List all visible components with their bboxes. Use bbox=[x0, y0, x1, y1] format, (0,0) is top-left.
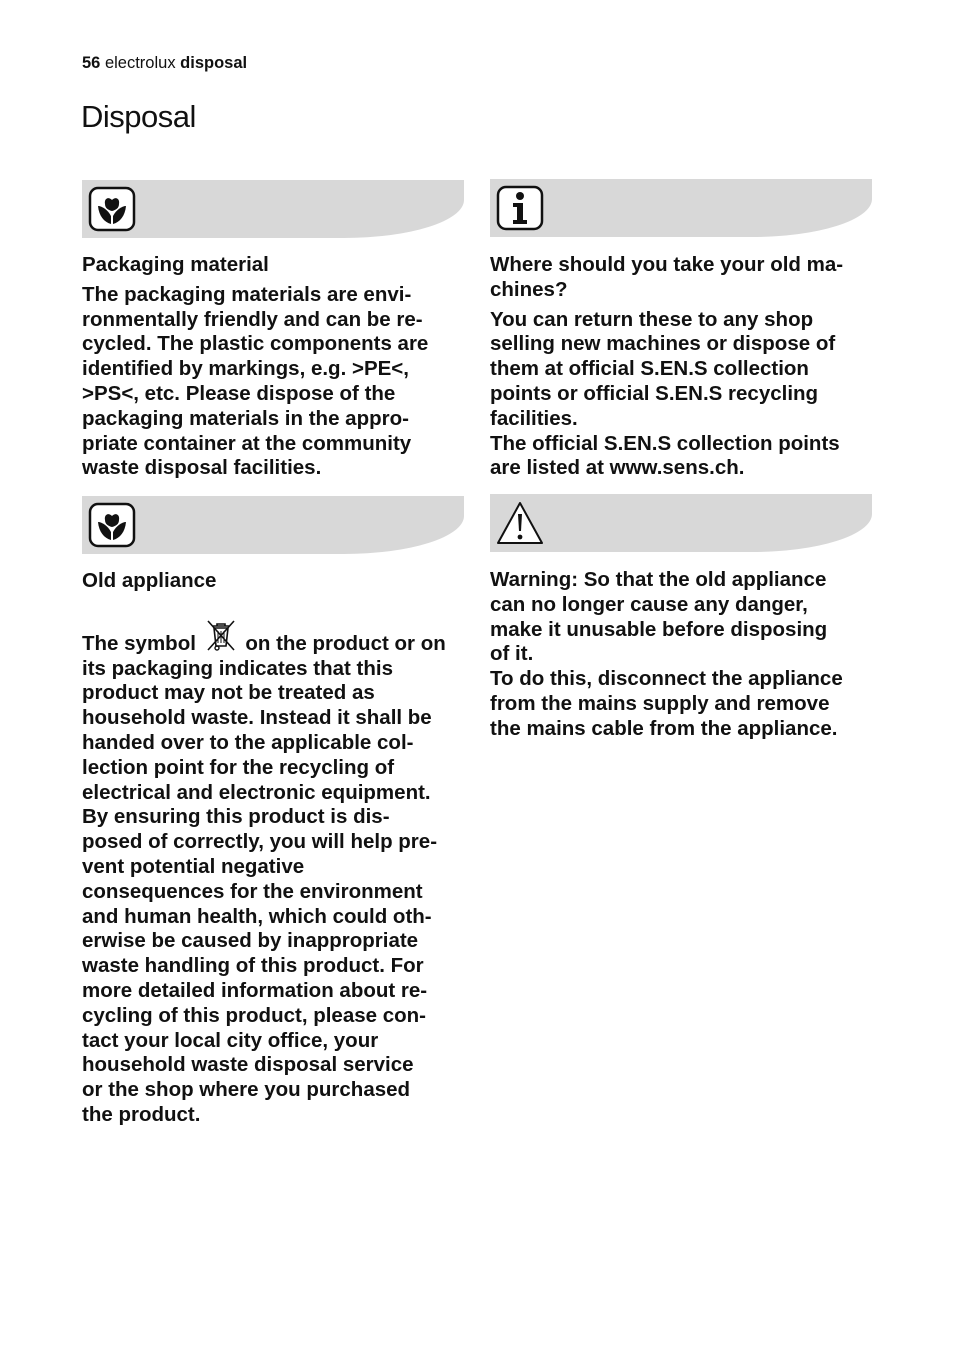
symbol-text-after: on the product or on bbox=[245, 631, 446, 655]
packaging-line: >PS<, etc. Please dispose of the bbox=[82, 381, 396, 405]
old-appliance-line: consequences for the environment bbox=[82, 879, 423, 903]
old-appliance-line: By ensuring this product is dis- bbox=[82, 805, 390, 829]
warning-banner bbox=[490, 494, 872, 552]
warning-section bbox=[490, 568, 880, 742]
old-appliance-line: household waste. Instead it shall be bbox=[82, 706, 432, 730]
info-line: points or official S.EN.S recycling bbox=[490, 381, 819, 405]
info-heading-line: chines? bbox=[490, 277, 568, 301]
old-appliance-line: cycling of this product, please con- bbox=[82, 1003, 426, 1027]
old-appliance-line: erwise be caused by inappropriate bbox=[82, 929, 419, 953]
info-line: The official S.EN.S collection points bbox=[490, 431, 840, 455]
packaging-line: The packaging materials are envi- bbox=[82, 282, 412, 306]
info-heading-line: Where should you take your old ma- bbox=[490, 253, 844, 276]
old-appliance-line: and human health, which could oth- bbox=[82, 904, 432, 928]
warning-line: Warning: So that the old appliance bbox=[490, 568, 827, 591]
old-appliance-heading: Old appliance bbox=[82, 569, 217, 592]
warning-line: the mains cable from the appliance. bbox=[490, 716, 838, 740]
old-appliance-line: waste handling of this product. For bbox=[82, 954, 424, 978]
packaging-line: priate container at the community bbox=[82, 431, 412, 455]
old-appliance-section bbox=[82, 569, 467, 1128]
old-appliance-line: vent potential negative bbox=[82, 854, 305, 878]
symbol-text-before: The symbol bbox=[82, 631, 196, 655]
packaging-line: ronmentally friendly and can be re- bbox=[82, 307, 423, 331]
old-appliance-line: more detailed information about re- bbox=[82, 978, 428, 1002]
old-appliance-line: product may not be treated as bbox=[82, 681, 375, 705]
packaging-line: waste disposal facilities. bbox=[82, 456, 322, 480]
old-appliance-line: household waste disposal service bbox=[82, 1053, 414, 1077]
information-banner bbox=[490, 179, 872, 237]
old-appliance-line: its packaging indicates that this bbox=[82, 656, 393, 680]
old-appliance-line: or the shop where you purchased bbox=[82, 1078, 411, 1102]
info-line: them at official S.EN.S collection bbox=[490, 357, 809, 381]
section-name: disposal bbox=[180, 54, 248, 72]
environment-banner-packaging bbox=[82, 180, 464, 238]
packaging-line: identified by markings, e.g. >PE<, bbox=[82, 357, 409, 381]
warning-line: can no longer cause any danger, bbox=[490, 592, 808, 616]
symbol-line bbox=[82, 618, 467, 657]
info-line: selling new machines or dispose of bbox=[490, 332, 836, 356]
old-appliance-line: the product. bbox=[82, 1102, 201, 1126]
info-line: are listed at www.sens.ch. bbox=[490, 456, 745, 480]
warning-line: To do this, disconnect the appliance bbox=[490, 667, 843, 691]
packaging-heading: Packaging material bbox=[82, 253, 269, 276]
crossed-out-wheelie-bin-icon bbox=[204, 618, 238, 652]
packaging-line: packaging materials in the appro- bbox=[82, 406, 409, 430]
warning-line: from the mains supply and remove bbox=[490, 691, 830, 715]
info-line: You can return these to any shop bbox=[490, 307, 814, 331]
page-number: 56 bbox=[82, 54, 101, 72]
return-machines-section bbox=[490, 253, 880, 481]
environment-flower-icon bbox=[88, 186, 136, 232]
environment-flower-icon bbox=[88, 502, 136, 548]
environment-banner-old-appliance bbox=[82, 496, 464, 554]
warning-line: make it unusable before disposing bbox=[490, 617, 828, 641]
information-icon bbox=[496, 185, 544, 231]
info-line: facilities. bbox=[490, 406, 578, 430]
old-appliance-line: lection point for the recycling of bbox=[82, 755, 395, 779]
page-title: Disposal bbox=[81, 99, 196, 134]
old-appliance-line: posed of correctly, you will help pre- bbox=[82, 830, 438, 854]
old-appliance-line: electrical and electronic equipment. bbox=[82, 780, 431, 804]
old-appliance-line: tact your local city office, your bbox=[82, 1028, 379, 1052]
warning-line: of it. bbox=[490, 642, 534, 666]
page-header bbox=[82, 53, 247, 73]
old-appliance-line: handed over to the applicable col- bbox=[82, 730, 414, 754]
packaging-line: cycled. The plastic components are bbox=[82, 332, 429, 356]
brand-name: electrolux bbox=[104, 54, 176, 72]
packaging-material-section bbox=[82, 253, 467, 481]
warning-triangle-icon bbox=[496, 500, 544, 546]
